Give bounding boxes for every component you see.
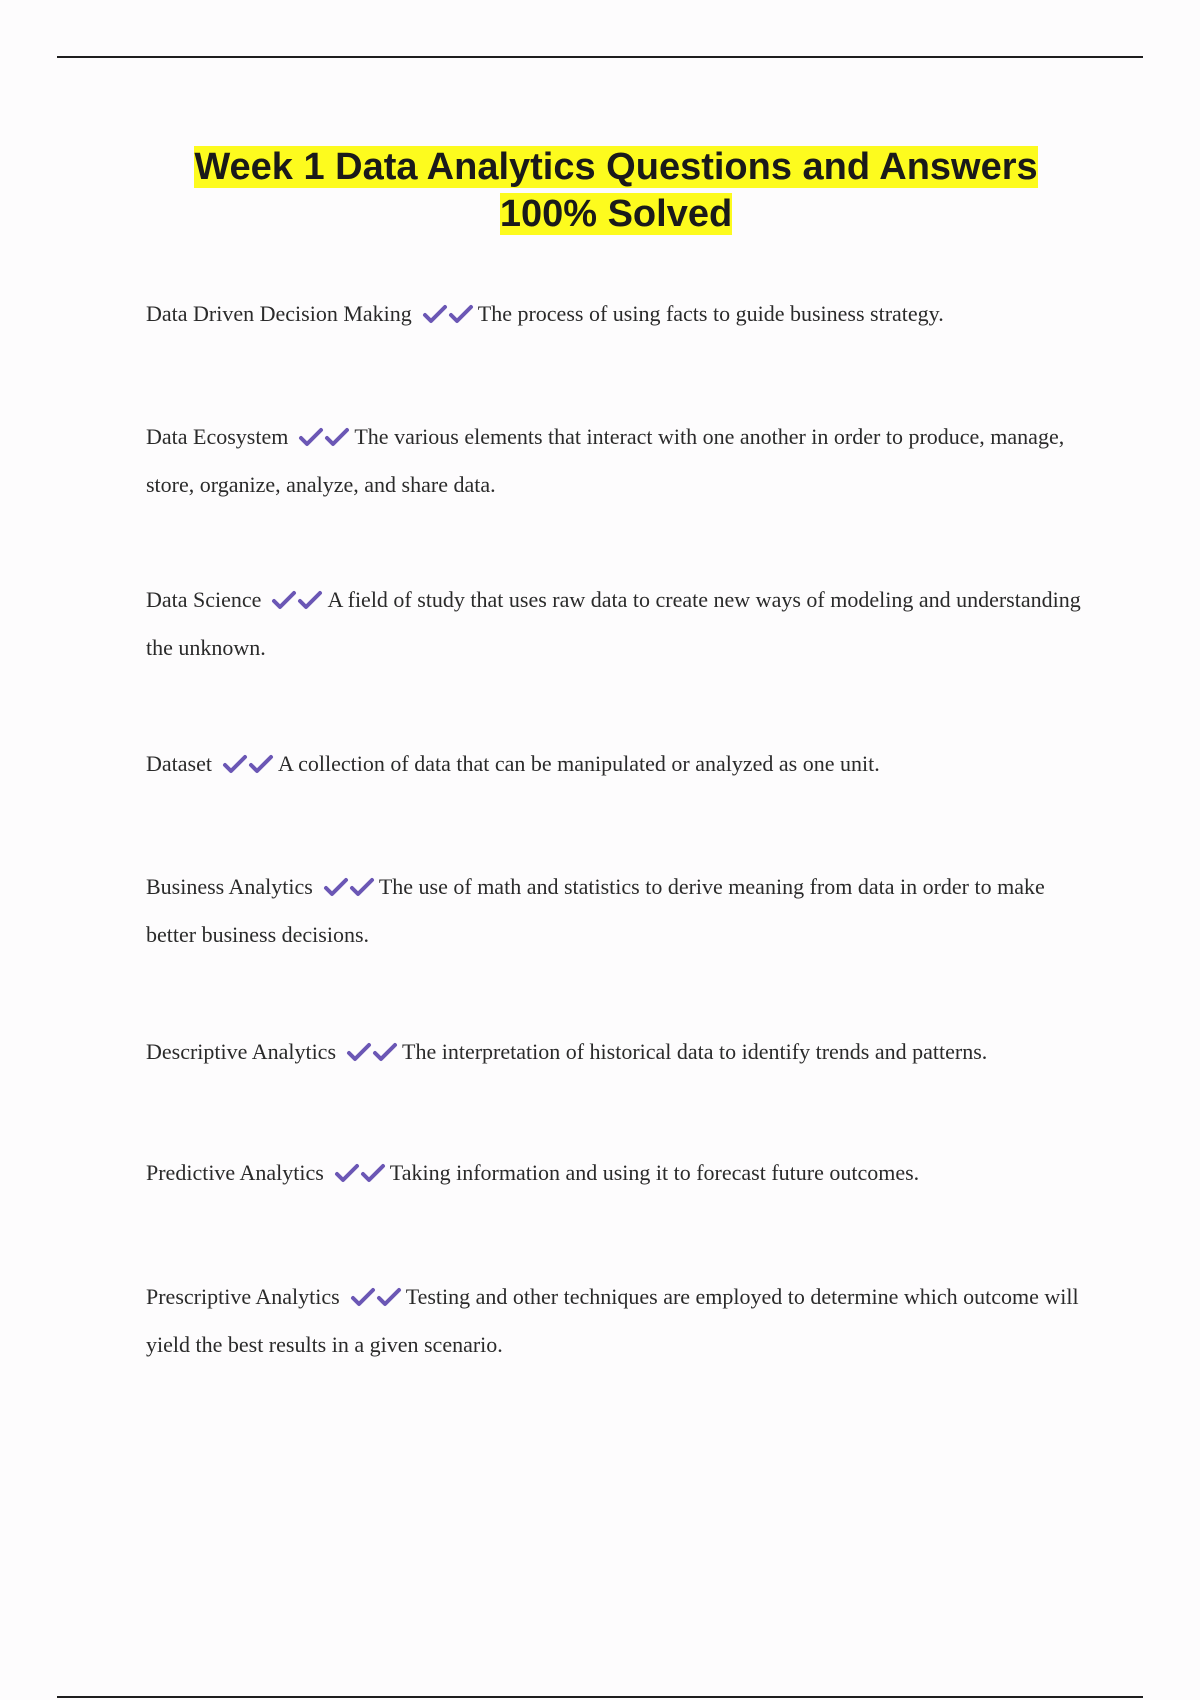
- title-line-1: Week 1 Data Analytics Questions and Answers: [194, 146, 1038, 188]
- page-title: [100, 144, 1132, 238]
- double-check-icon: [422, 296, 474, 340]
- qa-term: Descriptive Analytics: [146, 1039, 337, 1064]
- qa-definition: A collection of data that can be manipulated or analyzed as one unit.: [277, 751, 880, 776]
- qa-entry: [146, 742, 1086, 790]
- qa-term: Data Ecosystem: [146, 424, 289, 449]
- qa-definition: The interpretation of historical data to identify trends and patterns.: [402, 1039, 988, 1064]
- double-check-icon: [323, 869, 375, 913]
- qa-entry: [146, 1151, 1086, 1199]
- double-check-icon: [298, 419, 350, 463]
- qa-entry: [146, 865, 1086, 957]
- qa-definition: The various elements that interact with one another in order to produce, manage, store, organize, analyze, and share data.: [146, 424, 1065, 497]
- footer-rule: [57, 1696, 1143, 1698]
- qa-term: Predictive Analytics: [146, 1160, 324, 1185]
- qa-entry: [146, 578, 1086, 670]
- qa-definition: The use of math and statistics to derive meaning from data in order to make better business decisions.: [146, 874, 1045, 947]
- qa-entry: [146, 1030, 1086, 1078]
- qa-term: Prescriptive Analytics: [146, 1284, 340, 1309]
- title-line-2: 100% Solved: [499, 193, 733, 235]
- header-rule: [57, 56, 1143, 58]
- qa-entry: [146, 292, 1086, 340]
- double-check-icon: [271, 582, 323, 626]
- double-check-icon: [334, 1155, 386, 1199]
- double-check-icon: [346, 1034, 398, 1078]
- double-check-icon: [350, 1279, 402, 1323]
- qa-entry: [146, 1275, 1086, 1367]
- double-check-icon: [222, 746, 274, 790]
- qa-definition: A field of study that uses raw data to create new ways of modeling and understanding the unknown.: [146, 587, 1081, 660]
- qa-entry: [146, 415, 1086, 507]
- qa-definition: Testing and other techniques are employed to determine which outcome will yield the best results in a given scenario.: [146, 1284, 1079, 1357]
- qa-term: Dataset: [146, 751, 212, 776]
- qa-definition: Taking information and using it to forecast future outcomes.: [389, 1160, 920, 1185]
- qa-definition: The process of using facts to guide business strategy.: [477, 301, 944, 326]
- qa-term: Business Analytics: [146, 874, 313, 899]
- qa-term: Data Science: [146, 587, 262, 612]
- qa-term: Data Driven Decision Making: [146, 301, 412, 326]
